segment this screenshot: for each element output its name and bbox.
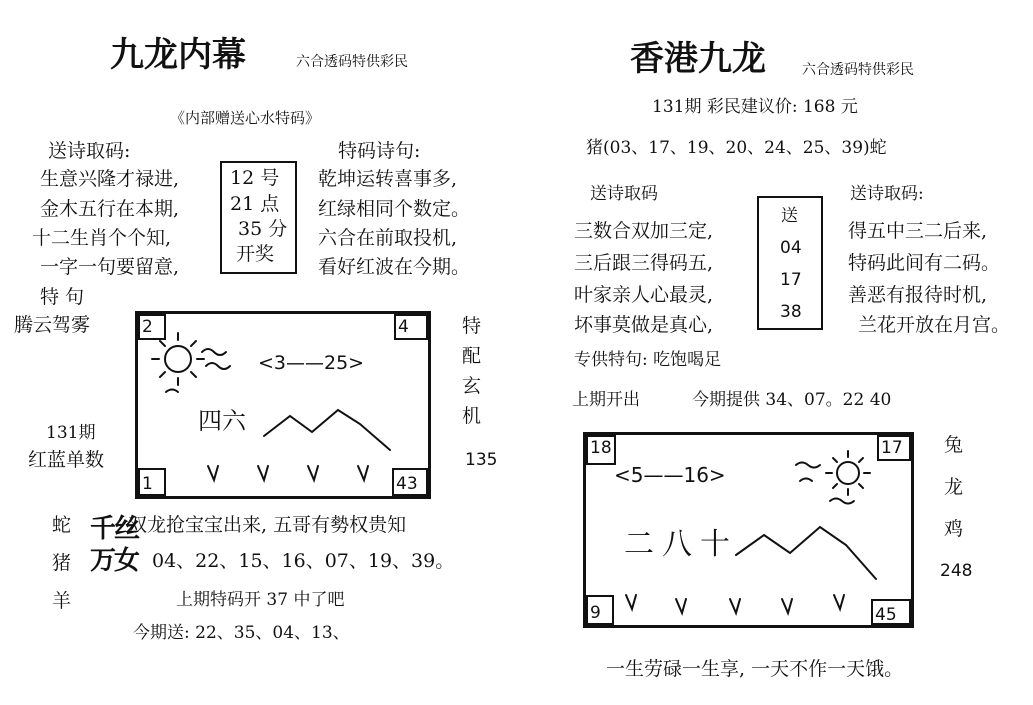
left-poem-line: 生意兴隆才禄进, [40, 168, 180, 190]
send-box-line: 38 [780, 302, 802, 322]
right-price-line: 131期 彩民建议价: 168 元 [652, 97, 858, 117]
left-side-char: 玄 [462, 375, 482, 397]
left-zodiac: 羊 [52, 590, 72, 612]
right-side-char: 龙 [944, 476, 964, 498]
send-box-line: 17 [780, 270, 802, 290]
right-poem-line: 三数合双加三定, [574, 220, 714, 242]
corner-number-tr: 17 [877, 435, 911, 461]
left-zodiac: 猪 [52, 552, 72, 574]
right-poem-line: 特码此间有二码。 [848, 252, 1001, 274]
left-numbers: 04、22、15、16、07、19、39。 [152, 550, 455, 572]
right-poem-line: 兰花开放在月宫。 [858, 314, 1011, 336]
send-box-line: 送 [781, 206, 798, 226]
left-inner-tag: 《内部赠送心水特码》 [170, 109, 321, 127]
left-special-line: 六合在前取投机, [318, 227, 458, 249]
right-picture-panel [583, 432, 914, 628]
left-picture-writing: 四六 [198, 407, 246, 435]
left-special-line: 乾坤运转喜事多, [318, 168, 458, 190]
left-side-number: 135 [465, 450, 498, 470]
right-poem-header-left: 送诗取码 [590, 184, 658, 204]
draw-box-line: 12 号 [230, 167, 280, 189]
corner-number-tl: 18 [586, 435, 616, 465]
right-poem-line: 得五中三二后来, [848, 220, 988, 242]
right-poem-line: 坏事莫做是真心, [574, 314, 714, 336]
corner-number-tr: 4 [394, 314, 428, 340]
left-side-char: 配 [462, 345, 482, 367]
corner-number-bl: 9 [586, 595, 614, 625]
left-tejv-label: 特 句 [40, 286, 85, 308]
left-subtitle: 六合透码特供彩民 [296, 54, 408, 70]
left-side-char: 机 [462, 405, 482, 427]
right-today: 今期提供 34、07。22 40 [692, 390, 892, 410]
draw-box-line: 21 点 [230, 193, 280, 215]
left-poem-line: 十二生肖个个知, [32, 227, 172, 249]
right-title: 香港九龙 [630, 39, 766, 79]
send-box-line: 04 [780, 238, 802, 258]
left-draw-time-box [220, 161, 297, 274]
right-side-char: 兔 [944, 434, 964, 456]
right-picture-writing: 二八十 [624, 527, 738, 562]
right-pig-line: 猪(03、17、19、20、24、25、39)蛇 [586, 138, 887, 158]
left-issue-text: 红蓝单数 [28, 449, 105, 471]
draw-box-line: 开奖 [236, 243, 275, 265]
left-big-text: 千丝 [90, 514, 139, 544]
left-poem-header: 送诗取码: [48, 140, 131, 162]
right-subtitle: 六合透码特供彩民 [802, 62, 914, 78]
left-picture-panel [135, 311, 431, 499]
right-poem-line: 善恶有报待时机, [848, 284, 988, 306]
left-special-line: 看好红波在今期。 [318, 256, 471, 278]
left-picture-drawing [138, 314, 428, 496]
right-poem-header-right: 送诗取码: [850, 184, 924, 204]
left-line1: 双龙抢宝宝出来, 五哥有勢权贵知 [128, 514, 407, 536]
left-special-line: 红绿相同个数定。 [318, 198, 471, 220]
right-poem-line: 叶家亲人心最灵, [574, 284, 714, 306]
left-poem-line: 金木五行在本期, [40, 198, 180, 220]
left-last-issue: 上期特码开 37 中了吧 [176, 590, 345, 610]
right-poem-line: 三后跟三得码五, [574, 252, 714, 274]
left-side-char: 特 [462, 315, 482, 337]
left-title: 九龙内幕 [110, 35, 246, 75]
left-picture-range: <3——25> [258, 352, 365, 374]
corner-number-tl: 2 [138, 314, 166, 340]
right-side-char: 鸡 [944, 518, 964, 540]
left-issue-label: 131期 [46, 423, 96, 443]
right-special: 专供特句: 吃饱喝足 [574, 350, 722, 370]
right-side-number: 248 [940, 561, 973, 581]
right-picture-drawing [586, 435, 911, 625]
left-poem-line: 一字一句要留意, [40, 256, 180, 278]
right-send-box [757, 196, 823, 330]
left-special-header: 特码诗句: [338, 140, 421, 162]
left-big-text: 万女 [90, 546, 139, 576]
right-last-out: 上期开出 [572, 390, 640, 410]
draw-box-line: 35 分 [238, 218, 288, 240]
left-tejv-text: 腾云驾雾 [14, 314, 91, 336]
corner-number-bl: 1 [138, 468, 166, 496]
right-footer: 一生劳碌一生享, 一天不作一天饿。 [606, 658, 904, 680]
corner-number-br: 43 [392, 468, 428, 496]
corner-number-br: 45 [871, 599, 911, 625]
right-picture-range: <5——16> [614, 463, 726, 487]
left-zodiac: 蛇 [52, 514, 72, 536]
left-today: 今期送: 22、35、04、13、 [133, 623, 350, 643]
